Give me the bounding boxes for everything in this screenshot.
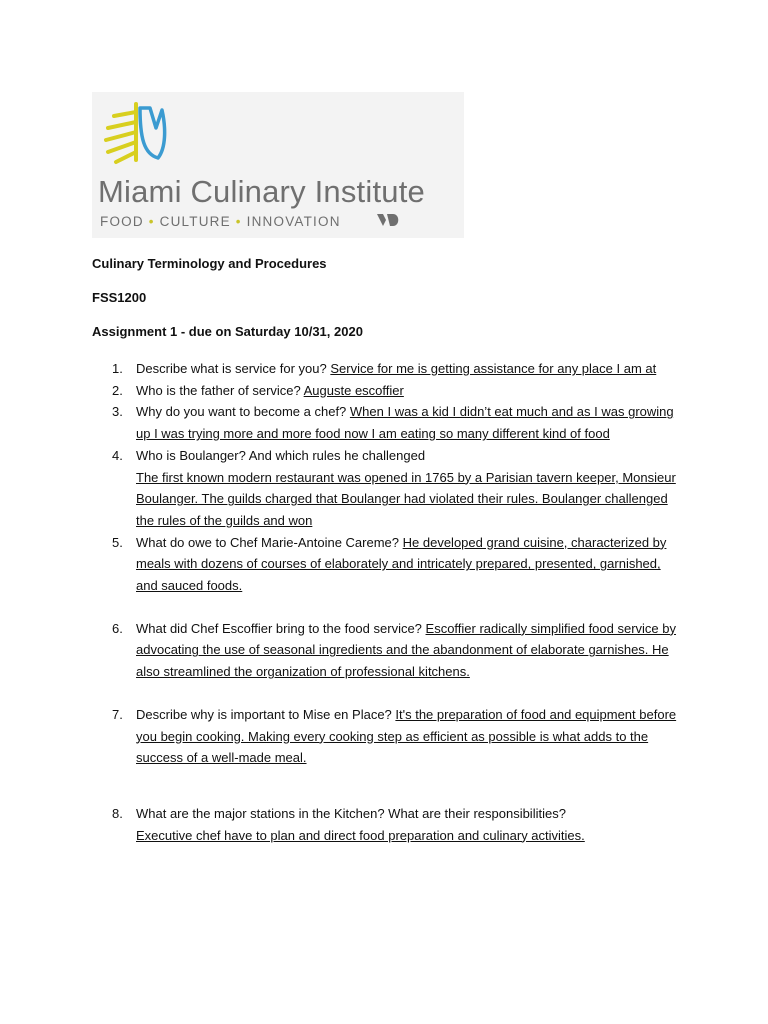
tagline-innovation: INNOVATION xyxy=(246,214,341,229)
question-item xyxy=(112,618,682,683)
question-text: What are the major stations in the Kitchen? What are their responsibilities? xyxy=(136,805,566,821)
question-number: 5. xyxy=(112,534,123,550)
question-text: Why do you want to become a chef? xyxy=(136,404,350,420)
question-item xyxy=(112,532,682,597)
answer-text: Executive chef have to plan and direct food preparation and culinary activities. xyxy=(136,827,585,843)
answer-text: He developed grand cuisine, characterized by meals with dozens of courses of elaborately and intricately prepared, presented, garnished, and sauced foods. xyxy=(136,534,667,594)
question-number: 3. xyxy=(112,404,123,420)
answer-text: When I was a kid I didn’t eat much and as I was growing up I was trying more and more food now I am eating so many different kind of food xyxy=(136,404,674,442)
tagline-culture: CULTURE xyxy=(159,214,231,229)
question-item xyxy=(112,803,682,846)
question-number: 8. xyxy=(112,805,123,821)
institute-logo xyxy=(92,92,464,238)
logo-tagline xyxy=(100,214,341,229)
question-item xyxy=(112,380,682,402)
tagline-separator: • xyxy=(148,214,155,229)
answer-text: Auguste escoffier xyxy=(303,382,404,398)
question-text: Describe why is important to Mise en Place? xyxy=(136,706,396,722)
question-item xyxy=(112,401,682,444)
question-number: 1. xyxy=(112,361,123,376)
question-text: What do owe to Chef Marie-Antoine Careme? xyxy=(136,534,403,550)
question-number: 4. xyxy=(112,447,123,463)
answer-text: Service for me is getting assistance for any place I am at xyxy=(330,361,657,376)
tagline-food: FOOD xyxy=(100,214,144,229)
course-code: FSS1200 xyxy=(92,290,147,305)
logo-name: Miami Culinary Institute xyxy=(98,174,425,209)
college-emblem-icon xyxy=(376,212,402,228)
question-text: Who is the father of service? xyxy=(136,382,304,398)
question-number: 7. xyxy=(112,706,123,722)
answer-text: Escoffier radically simplified food service by advocating the use of seasonal ingredients and the abandonment of elaborate garnishes. He also streamlined the organization of professional kitchens. xyxy=(136,620,677,680)
question-number: 6. xyxy=(112,620,123,636)
question-text: Describe what is service for you? xyxy=(136,361,331,376)
course-title: Culinary Terminology and Procedures xyxy=(92,256,327,271)
question-item xyxy=(112,358,682,380)
logo-leaf-icon xyxy=(100,98,170,168)
tagline-separator: • xyxy=(235,214,242,229)
question-number: 2. xyxy=(112,382,123,398)
question-text: Who is Boulanger? And which rules he challenged xyxy=(136,447,426,463)
question-item xyxy=(112,704,682,769)
answer-text: The first known modern restaurant was opened in 1765 by a Parisian tavern keeper, Monsieur Boulanger. The guilds charged that Boulanger had violated their rules. Boulanger challenged the rules of the guilds and won xyxy=(136,469,676,528)
question-list xyxy=(112,358,682,846)
answer-text: It's the preparation of food and equipment before you begin cooking. Making every cooking step as efficient as possible is what adds to the success of a well-made meal. xyxy=(136,706,677,766)
assignment-heading: Assignment 1 - due on Saturday 10/31, 2020 xyxy=(92,324,363,339)
question-item xyxy=(112,445,682,532)
question-text: What did Chef Escoffier bring to the food service? xyxy=(136,620,426,636)
